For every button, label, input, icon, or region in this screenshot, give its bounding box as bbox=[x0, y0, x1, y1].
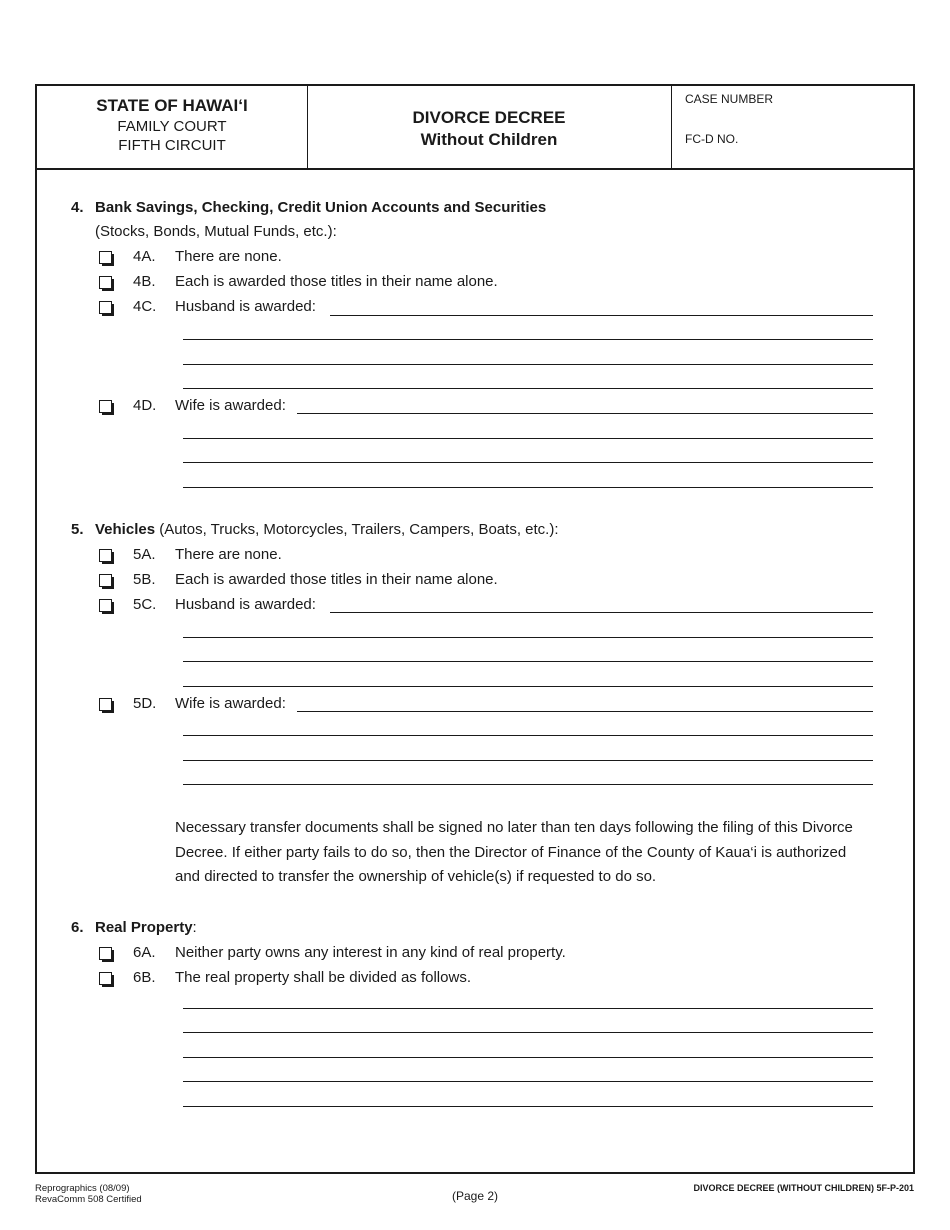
form-id: DIVORCE DECREE (WITHOUT CHILDREN) 5F-P-201 bbox=[693, 1183, 914, 1193]
item-label: Wife is awarded: bbox=[175, 397, 286, 414]
checkbox-5a[interactable] bbox=[99, 549, 112, 562]
court-info-cell bbox=[37, 86, 308, 168]
husband-4c-line[interactable] bbox=[183, 364, 873, 365]
section-4-number: 4. bbox=[71, 199, 84, 216]
husband-4c-line[interactable] bbox=[183, 388, 873, 389]
vehicle-transfer-paragraph bbox=[175, 816, 895, 890]
form-frame bbox=[35, 84, 915, 1174]
wife-5d-line[interactable] bbox=[183, 760, 873, 761]
item-label: Each is awarded those titles in their name alone. bbox=[175, 273, 498, 290]
transfer-text-line-2: Decree. If either party fails to do so, then the Director of Finance of the County of Kaua‘i is authorized bbox=[175, 843, 847, 861]
checkbox-4b[interactable] bbox=[99, 276, 112, 289]
real-property-line[interactable] bbox=[183, 1032, 873, 1033]
item-label: Wife is awarded: bbox=[175, 695, 286, 712]
form-title: DIVORCE DECREE bbox=[412, 108, 566, 127]
checkbox-5b[interactable] bbox=[99, 574, 112, 587]
item-code: 6B. bbox=[133, 969, 156, 986]
checkbox-5c[interactable] bbox=[99, 599, 112, 612]
transfer-text-line-3: and directed to transfer the ownership of vehicle(s) if requested to do so. bbox=[175, 868, 657, 885]
section-6-heading-group bbox=[95, 919, 197, 936]
item-code: 4D. bbox=[133, 397, 157, 414]
reprographics-note: Reprographics (08/09) bbox=[35, 1183, 130, 1194]
real-property-line[interactable] bbox=[183, 1057, 873, 1058]
court-name: FAMILY COURT bbox=[117, 118, 227, 135]
checkbox-6b[interactable] bbox=[99, 972, 112, 985]
case-number-label: CASE NUMBER bbox=[685, 92, 774, 106]
item-code: 6A. bbox=[133, 944, 156, 961]
section-4-subheading: (Stocks, Bonds, Mutual Funds, etc.): bbox=[95, 223, 337, 240]
item-code: 5B. bbox=[133, 571, 156, 588]
wife-5d-line[interactable] bbox=[183, 784, 873, 785]
item-label: Each is awarded those titles in their name alone. bbox=[175, 571, 498, 588]
item-label: There are none. bbox=[175, 546, 282, 563]
wife-4d-line[interactable] bbox=[183, 438, 873, 439]
husband-4c-line[interactable] bbox=[183, 339, 873, 340]
checkbox-4c[interactable] bbox=[99, 301, 112, 314]
transfer-text-line-1: Necessary transfer documents shall be signed no later than ten days following the filing of this Divorce bbox=[175, 819, 853, 836]
checkbox-4d[interactable] bbox=[99, 400, 112, 413]
fcd-number-label: FC-D NO. bbox=[685, 132, 739, 146]
form-title-cell bbox=[307, 86, 672, 168]
wife-4d-line[interactable] bbox=[183, 487, 873, 488]
husband-5c-line[interactable] bbox=[183, 686, 873, 687]
item-label: Husband is awarded: bbox=[175, 596, 316, 613]
wife-5d-line[interactable] bbox=[183, 735, 873, 736]
form-subtitle: Without Children bbox=[420, 130, 558, 149]
wife-4d-line[interactable] bbox=[183, 462, 873, 463]
real-property-line[interactable] bbox=[183, 1008, 873, 1009]
section-5-number: 5. bbox=[71, 521, 84, 538]
item-code: 4B. bbox=[133, 273, 156, 290]
section-6-number: 6. bbox=[71, 919, 84, 936]
husband-4c-line[interactable] bbox=[330, 315, 873, 316]
page-number: (Page 2) bbox=[452, 1189, 499, 1203]
section-6-heading: Real Property bbox=[95, 919, 193, 936]
form-header bbox=[37, 86, 913, 170]
item-label: Neither party owns any interest in any kind of real property. bbox=[175, 944, 566, 961]
checkbox-6a[interactable] bbox=[99, 947, 112, 960]
wife-5d-line[interactable] bbox=[297, 711, 873, 712]
section-4-heading: Bank Savings, Checking, Credit Union Accounts and Securities bbox=[95, 199, 547, 216]
husband-5c-line[interactable] bbox=[183, 637, 873, 638]
section-6-colon: : bbox=[192, 919, 197, 936]
case-number-cell[interactable] bbox=[671, 86, 913, 168]
item-code: 4C. bbox=[133, 298, 157, 315]
wife-4d-line[interactable] bbox=[297, 413, 873, 414]
husband-5c-line[interactable] bbox=[183, 661, 873, 662]
real-property-line[interactable] bbox=[183, 1106, 873, 1107]
item-label: There are none. bbox=[175, 248, 282, 265]
section-5-heading-group bbox=[95, 521, 559, 538]
real-property-line[interactable] bbox=[183, 1081, 873, 1082]
checkbox-4a[interactable] bbox=[99, 251, 112, 264]
state-name: STATE OF HAWAI‘I bbox=[96, 96, 248, 115]
item-label: The real property shall be divided as follows. bbox=[175, 969, 471, 986]
circuit-name: FIFTH CIRCUIT bbox=[118, 137, 226, 154]
item-code: 5D. bbox=[133, 695, 157, 712]
checkbox-5d[interactable] bbox=[99, 698, 112, 711]
husband-5c-line[interactable] bbox=[330, 612, 873, 613]
item-code: 4A. bbox=[133, 248, 156, 265]
section-5-heading: Vehicles bbox=[95, 521, 156, 538]
item-code: 5C. bbox=[133, 596, 157, 613]
revacomm-note: RevaComm 508 Certified bbox=[35, 1194, 142, 1205]
item-label: Husband is awarded: bbox=[175, 298, 316, 315]
section-5-heading-rest: (Autos, Trucks, Motorcycles, Trailers, Campers, Boats, etc.): bbox=[159, 521, 559, 538]
item-code: 5A. bbox=[133, 546, 156, 563]
